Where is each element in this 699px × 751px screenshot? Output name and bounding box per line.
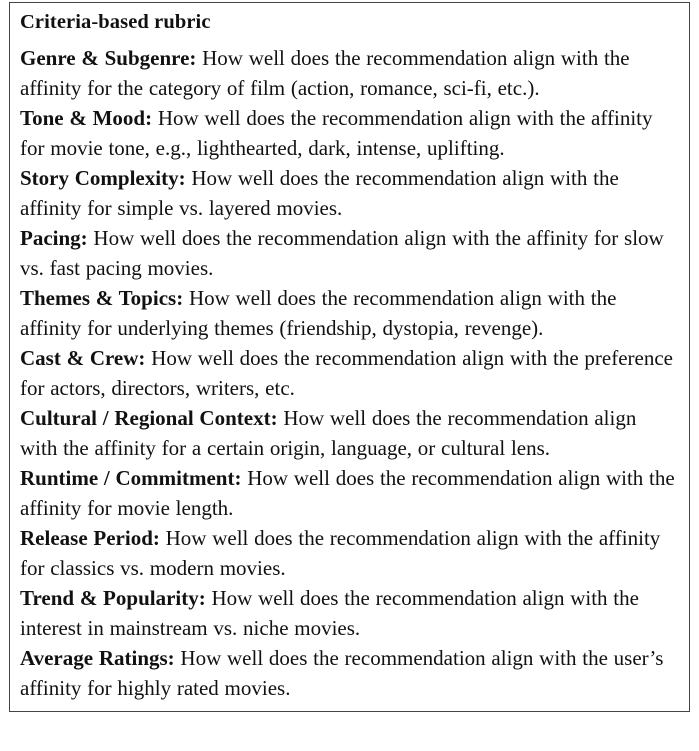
rubric-box: [9, 2, 690, 712]
criterion-description: How well does the recommendation align with the affinity for a certain origin, language, or cultural lens.: [20, 406, 637, 460]
criterion-description: How well does the recommendation align with the affinity for underlying themes (friendship, dystopia, revenge).: [20, 286, 617, 340]
criterion-name: Release Period:: [20, 526, 160, 550]
criterion-genre-subgenre: [20, 43, 679, 103]
rubric-title: Criteria-based rubric: [20, 11, 211, 33]
criterion-release-period: [20, 523, 679, 583]
criterion-themes-topics: [20, 283, 679, 343]
criteria-list: [20, 43, 679, 703]
criterion-name: Tone & Mood:: [20, 106, 153, 130]
criterion-name: Story Complexity:: [20, 166, 186, 190]
criterion-cast-crew: [20, 343, 679, 403]
criterion-description: How well does the recommendation align with the affinity for classics vs. modern movies.: [20, 526, 661, 580]
criterion-description: How well does the recommendation align with the affinity for movie tone, e.g., lighthearted, dark, intense, uplifting.: [20, 106, 653, 160]
criterion-story-complexity: [20, 163, 679, 223]
criterion-description: How well does the recommendation align with the affinity for the category of film (action, romance, sci-fi, etc.).: [20, 46, 630, 100]
criterion-trend-popularity: [20, 583, 679, 643]
criterion-name: Trend & Popularity:: [20, 586, 206, 610]
criterion-name: Cast & Crew:: [20, 346, 146, 370]
criterion-name: Themes & Topics:: [20, 286, 184, 310]
criterion-name: Runtime / Commitment:: [20, 466, 242, 490]
criterion-description: How well does the recommendation align with the preference for actors, directors, writers, etc.: [20, 346, 673, 400]
criterion-name: Pacing:: [20, 226, 88, 250]
criterion-description: How well does the recommendation align with the affinity for slow vs. fast pacing movies.: [20, 226, 664, 280]
criterion-description: How well does the recommendation align with the affinity for movie length.: [20, 466, 675, 520]
criterion-description: How well does the recommendation align with the user’s affinity for highly rated movies.: [20, 646, 664, 700]
criterion-name: Cultural / Regional Context:: [20, 406, 278, 430]
criterion-description: How well does the recommendation align with the affinity for simple vs. layered movies.: [20, 166, 619, 220]
criterion-cultural-regional-context: [20, 403, 679, 463]
criterion-runtime-commitment: [20, 463, 679, 523]
criterion-description: How well does the recommendation align with the interest in mainstream vs. niche movies.: [20, 586, 639, 640]
criterion-pacing: [20, 223, 679, 283]
criterion-name: Genre & Subgenre:: [20, 46, 197, 70]
criterion-average-ratings: [20, 643, 679, 703]
criterion-name: Average Ratings:: [20, 646, 175, 670]
criterion-tone-mood: [20, 103, 679, 163]
